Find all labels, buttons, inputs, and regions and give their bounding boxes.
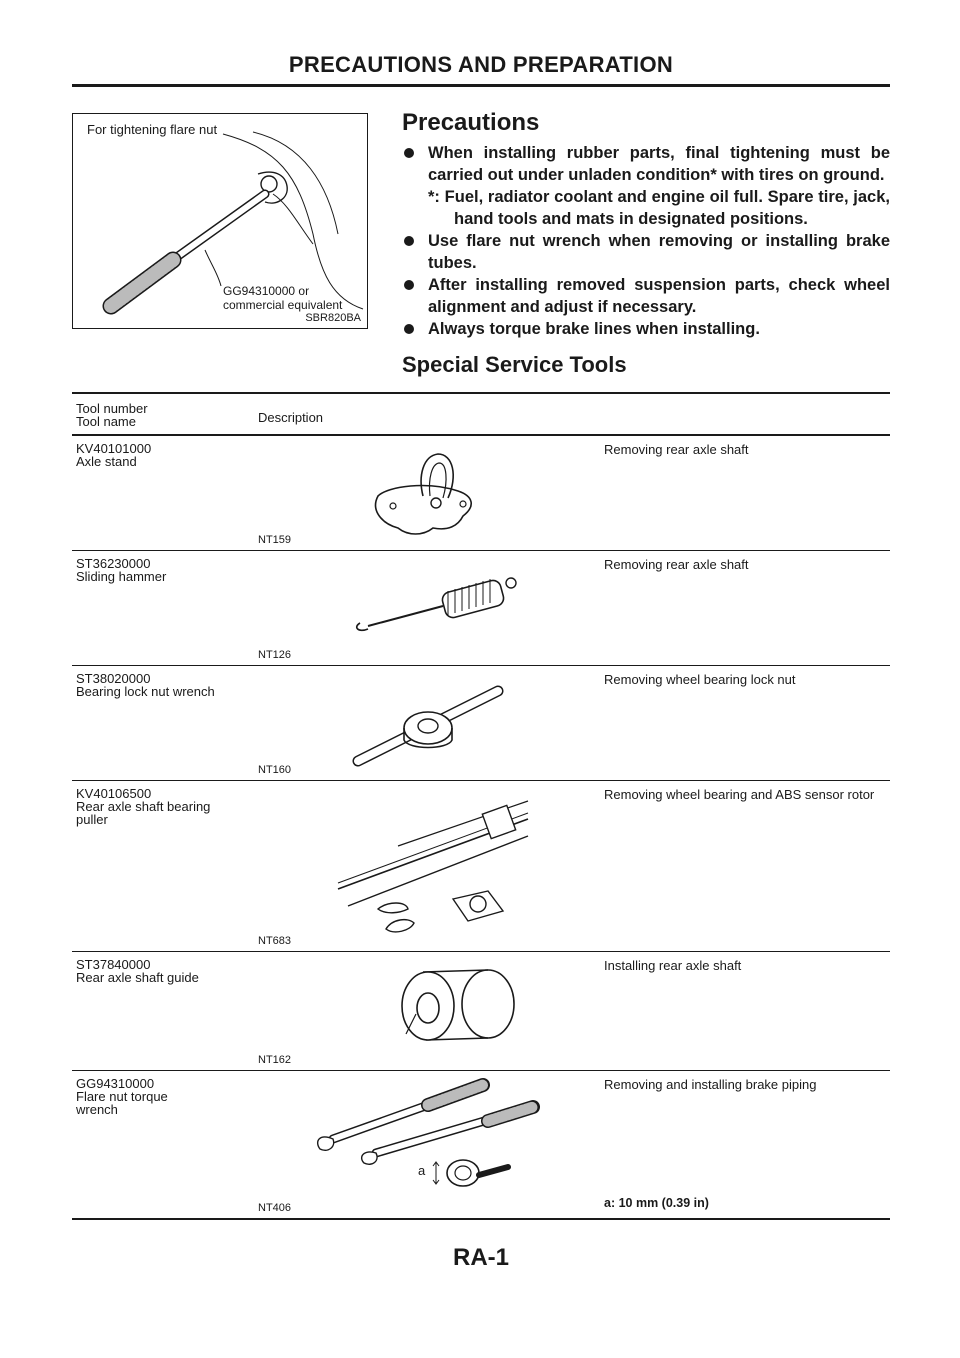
special-tools-table xyxy=(72,392,890,1220)
figure-label: For tightening flare nut xyxy=(87,122,218,137)
tool-description: Removing wheel bearing lock nut xyxy=(604,672,796,687)
dimension-label: a xyxy=(418,1163,426,1178)
header-rule xyxy=(72,84,890,87)
precaution-item: Use flare nut wrench when removing or installing brake tubes. xyxy=(402,230,890,274)
table-header xyxy=(72,392,890,436)
tool-note: a: 10 mm (0.39 in) xyxy=(604,1196,709,1210)
page-header: PRECAUTIONS AND PREPARATION xyxy=(288,52,674,77)
bullet-icon xyxy=(404,148,414,158)
tool-description: Removing and installing brake piping xyxy=(604,1077,817,1092)
precaution-item: After installing removed suspension parts, check wheel alignment and adjust if necessary. xyxy=(402,274,890,318)
tool-number-cell: KV40101000 Axle stand xyxy=(76,441,152,469)
page-number: RA-1 xyxy=(452,1244,509,1271)
tool-image-cell xyxy=(258,666,588,780)
tool-image-cell xyxy=(258,1071,588,1218)
tool-image-code: NT162 xyxy=(258,1054,292,1066)
special-tools-title: Special Service Tools xyxy=(402,352,627,377)
precaution-item: When installing rubber parts, final tightening must be carried out under unladen condition* with tires on ground. *: Fuel, radiator coolant and engine oil full. Spare tire, jack, hand tools and mats in designated positions. xyxy=(402,142,890,230)
tool-image-cell xyxy=(258,781,588,951)
tool-number-cell: KV40106500 Rear axle shaft bearing puller xyxy=(76,786,211,827)
table-row xyxy=(72,551,890,666)
bullet-icon xyxy=(404,324,414,334)
table-row xyxy=(72,1071,890,1220)
axle-stand-illustration xyxy=(258,436,588,550)
precaution-note: *: Fuel, radiator coolant and engine oil full. Spare tire, jack, hand tools and mats in designated positions. xyxy=(428,188,890,228)
tool-image-cell xyxy=(258,952,588,1070)
tool-description: Removing rear axle shaft xyxy=(604,442,749,457)
tool-image-cell xyxy=(258,436,588,550)
figure-callout: GG94310000 or commercial equivalent xyxy=(223,284,343,312)
tool-image-code: NT406 xyxy=(258,1202,292,1214)
tool-number-cell: ST36230000 Sliding hammer xyxy=(76,556,167,584)
torque-wrench-illustration xyxy=(258,1071,588,1218)
precautions-list xyxy=(402,142,890,340)
table-row xyxy=(72,781,890,952)
tool-image-code: NT683 xyxy=(258,935,292,947)
tool-description: Removing wheel bearing and ABS sensor rotor xyxy=(604,787,875,802)
tool-number-cell: GG94310000 Flare nut torque wrench xyxy=(76,1076,168,1117)
table-row xyxy=(72,666,890,781)
tool-image-code: NT126 xyxy=(258,649,292,661)
flare-nut-figure xyxy=(72,113,368,329)
bearing-puller-illustration xyxy=(258,781,588,951)
header-description: Description xyxy=(258,410,324,425)
tool-description: Removing rear axle shaft xyxy=(604,557,749,572)
tool-description: Installing rear axle shaft xyxy=(604,958,742,973)
tool-number-cell: ST37840000 Rear axle shaft guide xyxy=(76,957,199,985)
precautions-title: Precautions xyxy=(402,109,540,136)
tool-image-code: NT159 xyxy=(258,534,292,546)
bullet-icon xyxy=(404,236,414,246)
table-row xyxy=(72,952,890,1071)
table-row xyxy=(72,436,890,551)
figure-code: SBR820BA xyxy=(305,312,361,324)
tool-number-cell: ST38020000 Bearing lock nut wrench xyxy=(76,671,215,699)
bullet-icon xyxy=(404,280,414,290)
precaution-item: Always torque brake lines when installing. xyxy=(402,318,890,340)
header-tool-number: Tool number Tool name xyxy=(76,401,148,429)
tool-image-cell xyxy=(258,551,588,665)
lock-nut-wrench-illustration xyxy=(258,666,588,780)
axle-shaft-guide-illustration xyxy=(258,952,588,1070)
sliding-hammer-illustration xyxy=(258,551,588,665)
tool-image-code: NT160 xyxy=(258,764,292,776)
